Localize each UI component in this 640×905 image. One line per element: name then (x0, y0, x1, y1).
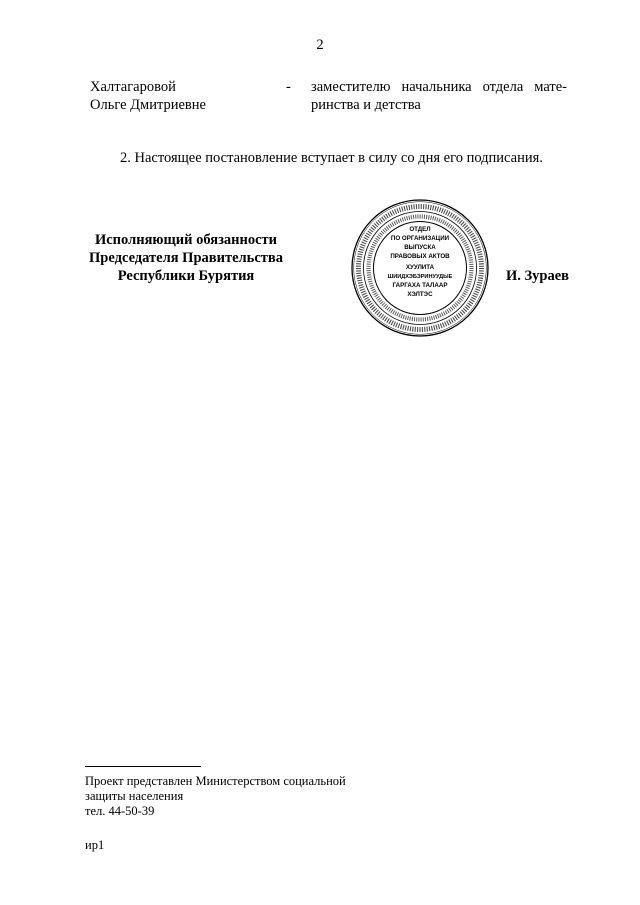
footnote-divider (85, 766, 201, 767)
signatory-title-line-1: Исполняющий обязанности (94, 232, 278, 248)
stamp-text-line: ВЫПУСКА (404, 244, 436, 251)
stamp-text-line: ШИИДХЭБЭРИНУУДЫЕ (387, 274, 453, 280)
official-stamp (350, 198, 490, 338)
clause-effective-date: 2. Настоящее постановление вступает в силу со дня его подписания. (120, 150, 543, 166)
stamp-text-line: ГАРГАХА ТАЛААР (392, 282, 448, 289)
appointee-surname: Халтагаровой (90, 79, 176, 95)
footnote-line-1: Проект представлен Министерством социальной (85, 774, 346, 788)
signatory-name: И. Зураев (506, 268, 570, 284)
footnote-line-2: защиты населения (85, 789, 184, 803)
appointee-position-line-1: заместителю начальника отдела мате- (311, 79, 567, 95)
stamp-text-line: ПО ОРГАНИЗАЦИИ (390, 235, 450, 242)
stamp-text-line: ХЭЛТЭС (407, 291, 433, 298)
signatory-title-line-3: Республики Бурятия (117, 268, 255, 284)
footnote-phone: тел. 44-50-39 (85, 804, 155, 818)
appointee-position-line-2: ринства и детства (311, 97, 421, 113)
page-number: 2 (316, 37, 324, 53)
appointee-given-names: Ольге Дмитриевне (90, 97, 206, 113)
stamp-text-line: ХУУЛИТА (405, 264, 435, 271)
appointment-dash: - (286, 79, 291, 95)
stamp-text-line: ОТДЕЛ (409, 226, 431, 233)
stamp-text-line: ПРАВОВЫХ АКТОВ (390, 253, 450, 260)
signatory-title-line-2: Председателя Правительства (89, 250, 283, 266)
document-marker: ир1 (85, 838, 105, 852)
